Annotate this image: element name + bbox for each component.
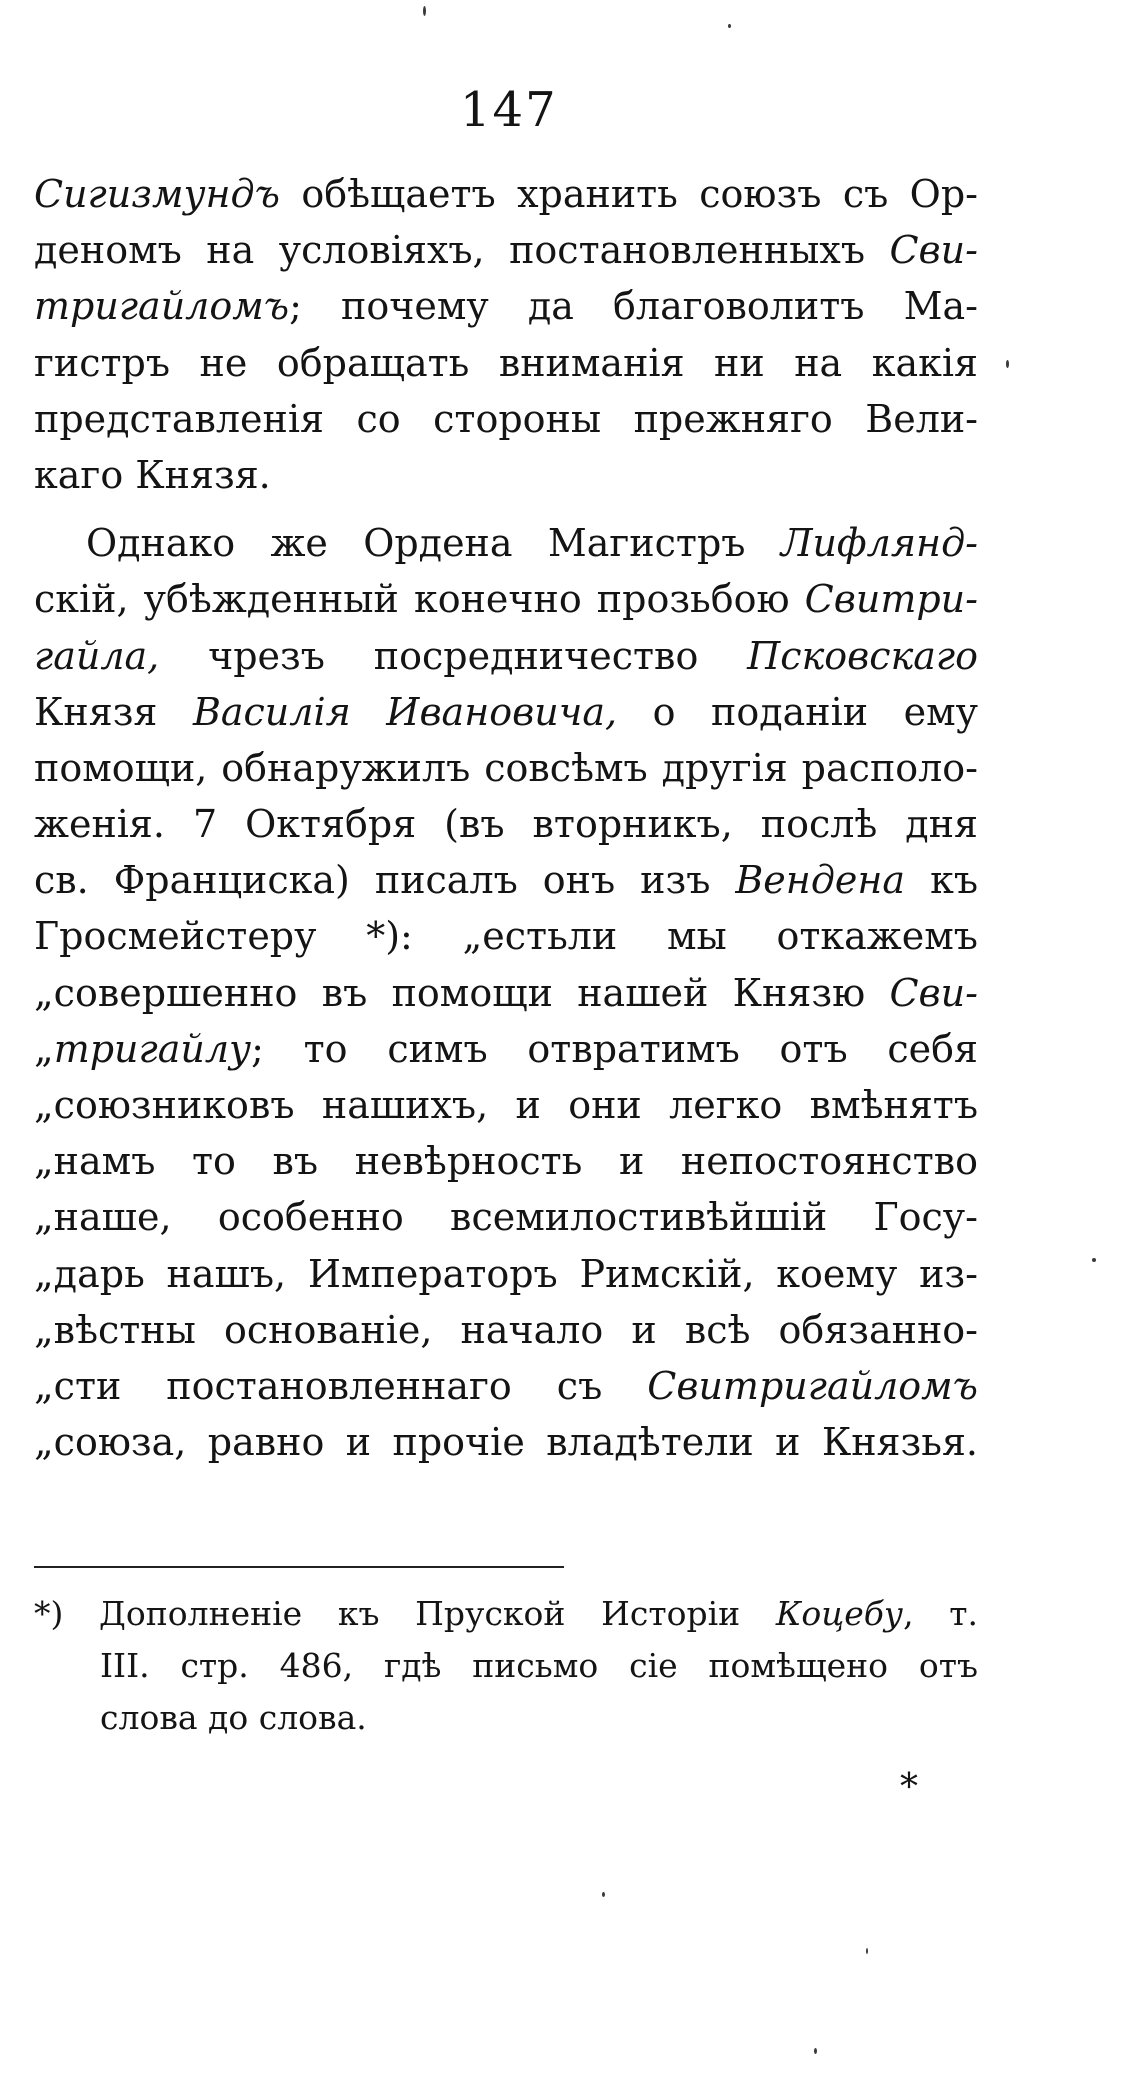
italic-text: Вендена [735,858,906,903]
text-line [34,628,978,684]
text-line [34,1189,978,1245]
text-line [34,1133,978,1189]
text-segment: Князя [34,689,193,734]
paper-speck [866,1948,868,1954]
text-segment: , т. [903,1594,978,1633]
paper-speck [423,6,426,16]
text-segment: чрезъ посредничество [159,633,748,678]
text-segment: деномъ на условіяхъ, постановленныхъ [34,228,890,273]
catchword: * [900,1767,918,1808]
text-line [34,740,978,796]
text-line [34,908,978,964]
text-line [34,1302,978,1358]
footnote-separator [34,1566,564,1568]
paper-speck [1092,1258,1096,1262]
text-segment: Гросмейстеру *): „естьли мы откажемъ [34,914,978,959]
text-segment: женія. 7 Октября (въ вторникъ, послѣ дня [34,802,978,847]
italic-text: Василія Ивановича, [192,689,618,734]
text-segment: „союзниковъ нашихъ, и они легко вмѣнятъ [34,1083,978,1127]
text-segment: скій, убѣжденный конечно прозьбою [34,577,805,622]
italic-text: Свитри- [804,577,978,622]
main-text [34,166,978,1470]
page-number: 147 [460,82,558,138]
text-segment: представленія со стороны прежняго Вели- [34,396,978,441]
italic-text: Сви- [889,970,978,1015]
text-segment: „ [34,1026,54,1071]
footnote-line [34,1692,978,1744]
text-segment: III. стр. 486, гдѣ письмо сіе помѣщено отъ [100,1646,978,1685]
italic-text: тригайломъ [34,284,290,329]
footnote-line [34,1640,978,1692]
italic-text: Лифлянд- [780,521,978,566]
text-line [34,571,978,627]
paper-speck [602,1892,605,1897]
text-segment: „совершенно въ помощи нашей Князю [34,970,890,1015]
italic-text: Коцебу [775,1594,904,1633]
text-segment: „дарь нашъ, Императоръ Римскій, коему из- [34,1251,978,1296]
text-line [34,391,978,447]
text-segment: каго Князя. [34,452,271,497]
paper-speck [814,2048,817,2054]
text-line [34,965,978,1021]
paper-speck [728,24,731,28]
text-segment: ; то симъ отвратимъ отъ себя [251,1026,978,1071]
text-segment: „намъ то въ невѣрность и непостоянство [34,1139,978,1184]
text-segment: „союза, равно и прочіе владѣтели и Князья. [34,1420,978,1465]
text-segment: „вѣстны основаніе, начало и всѣ обязанно- [34,1307,978,1352]
text-line [34,1077,978,1133]
italic-text: гайла, [34,633,160,678]
text-line [34,335,978,391]
text-line [34,1358,978,1414]
footnote [34,1588,978,1744]
italic-text: Сигизмундъ [34,172,280,216]
text-segment: обѣщаетъ хранить союзъ съ Ор- [279,172,978,216]
text-segment: ; почему да благоволитъ Ма- [289,284,978,329]
text-segment: *) Дополненіе къ Пруской Исторіи [34,1594,776,1633]
italic-text: Свитригайломъ [647,1363,978,1408]
text-segment: „наше, особенно всемилостивѣйшій Госу- [34,1195,978,1240]
paper-speck [1006,360,1009,368]
text-line [34,1021,978,1077]
text-line [34,515,978,571]
text-segment: о поданіи ему [617,689,978,734]
footnote-line [34,1588,978,1640]
text-segment: гистръ не обращать вниманія ни на какія [34,340,978,385]
text-segment: помощи, обнаружилъ совсѣмъ другія располо- [34,745,978,790]
text-line [34,447,978,503]
text-line [34,796,978,852]
italic-text: Сви- [889,228,978,273]
text-line [34,1246,978,1302]
text-line [34,278,978,334]
text-line [34,1414,978,1470]
text-line [34,852,978,908]
italic-text: Псковскаго [747,633,978,678]
italic-text: тригайлу [53,1026,252,1071]
text-segment: св. Франциска) писалъ онъ изъ [34,858,736,903]
text-line [34,684,978,740]
text-segment: къ [905,858,978,903]
text-segment: слова до слова. [100,1698,367,1737]
text-segment: „сти постановленнаго съ [34,1363,648,1408]
paragraph-gap [34,503,978,515]
text-line [34,222,978,278]
text-line [34,166,978,222]
text-segment: Однако же Ордена Магистръ [86,521,781,566]
